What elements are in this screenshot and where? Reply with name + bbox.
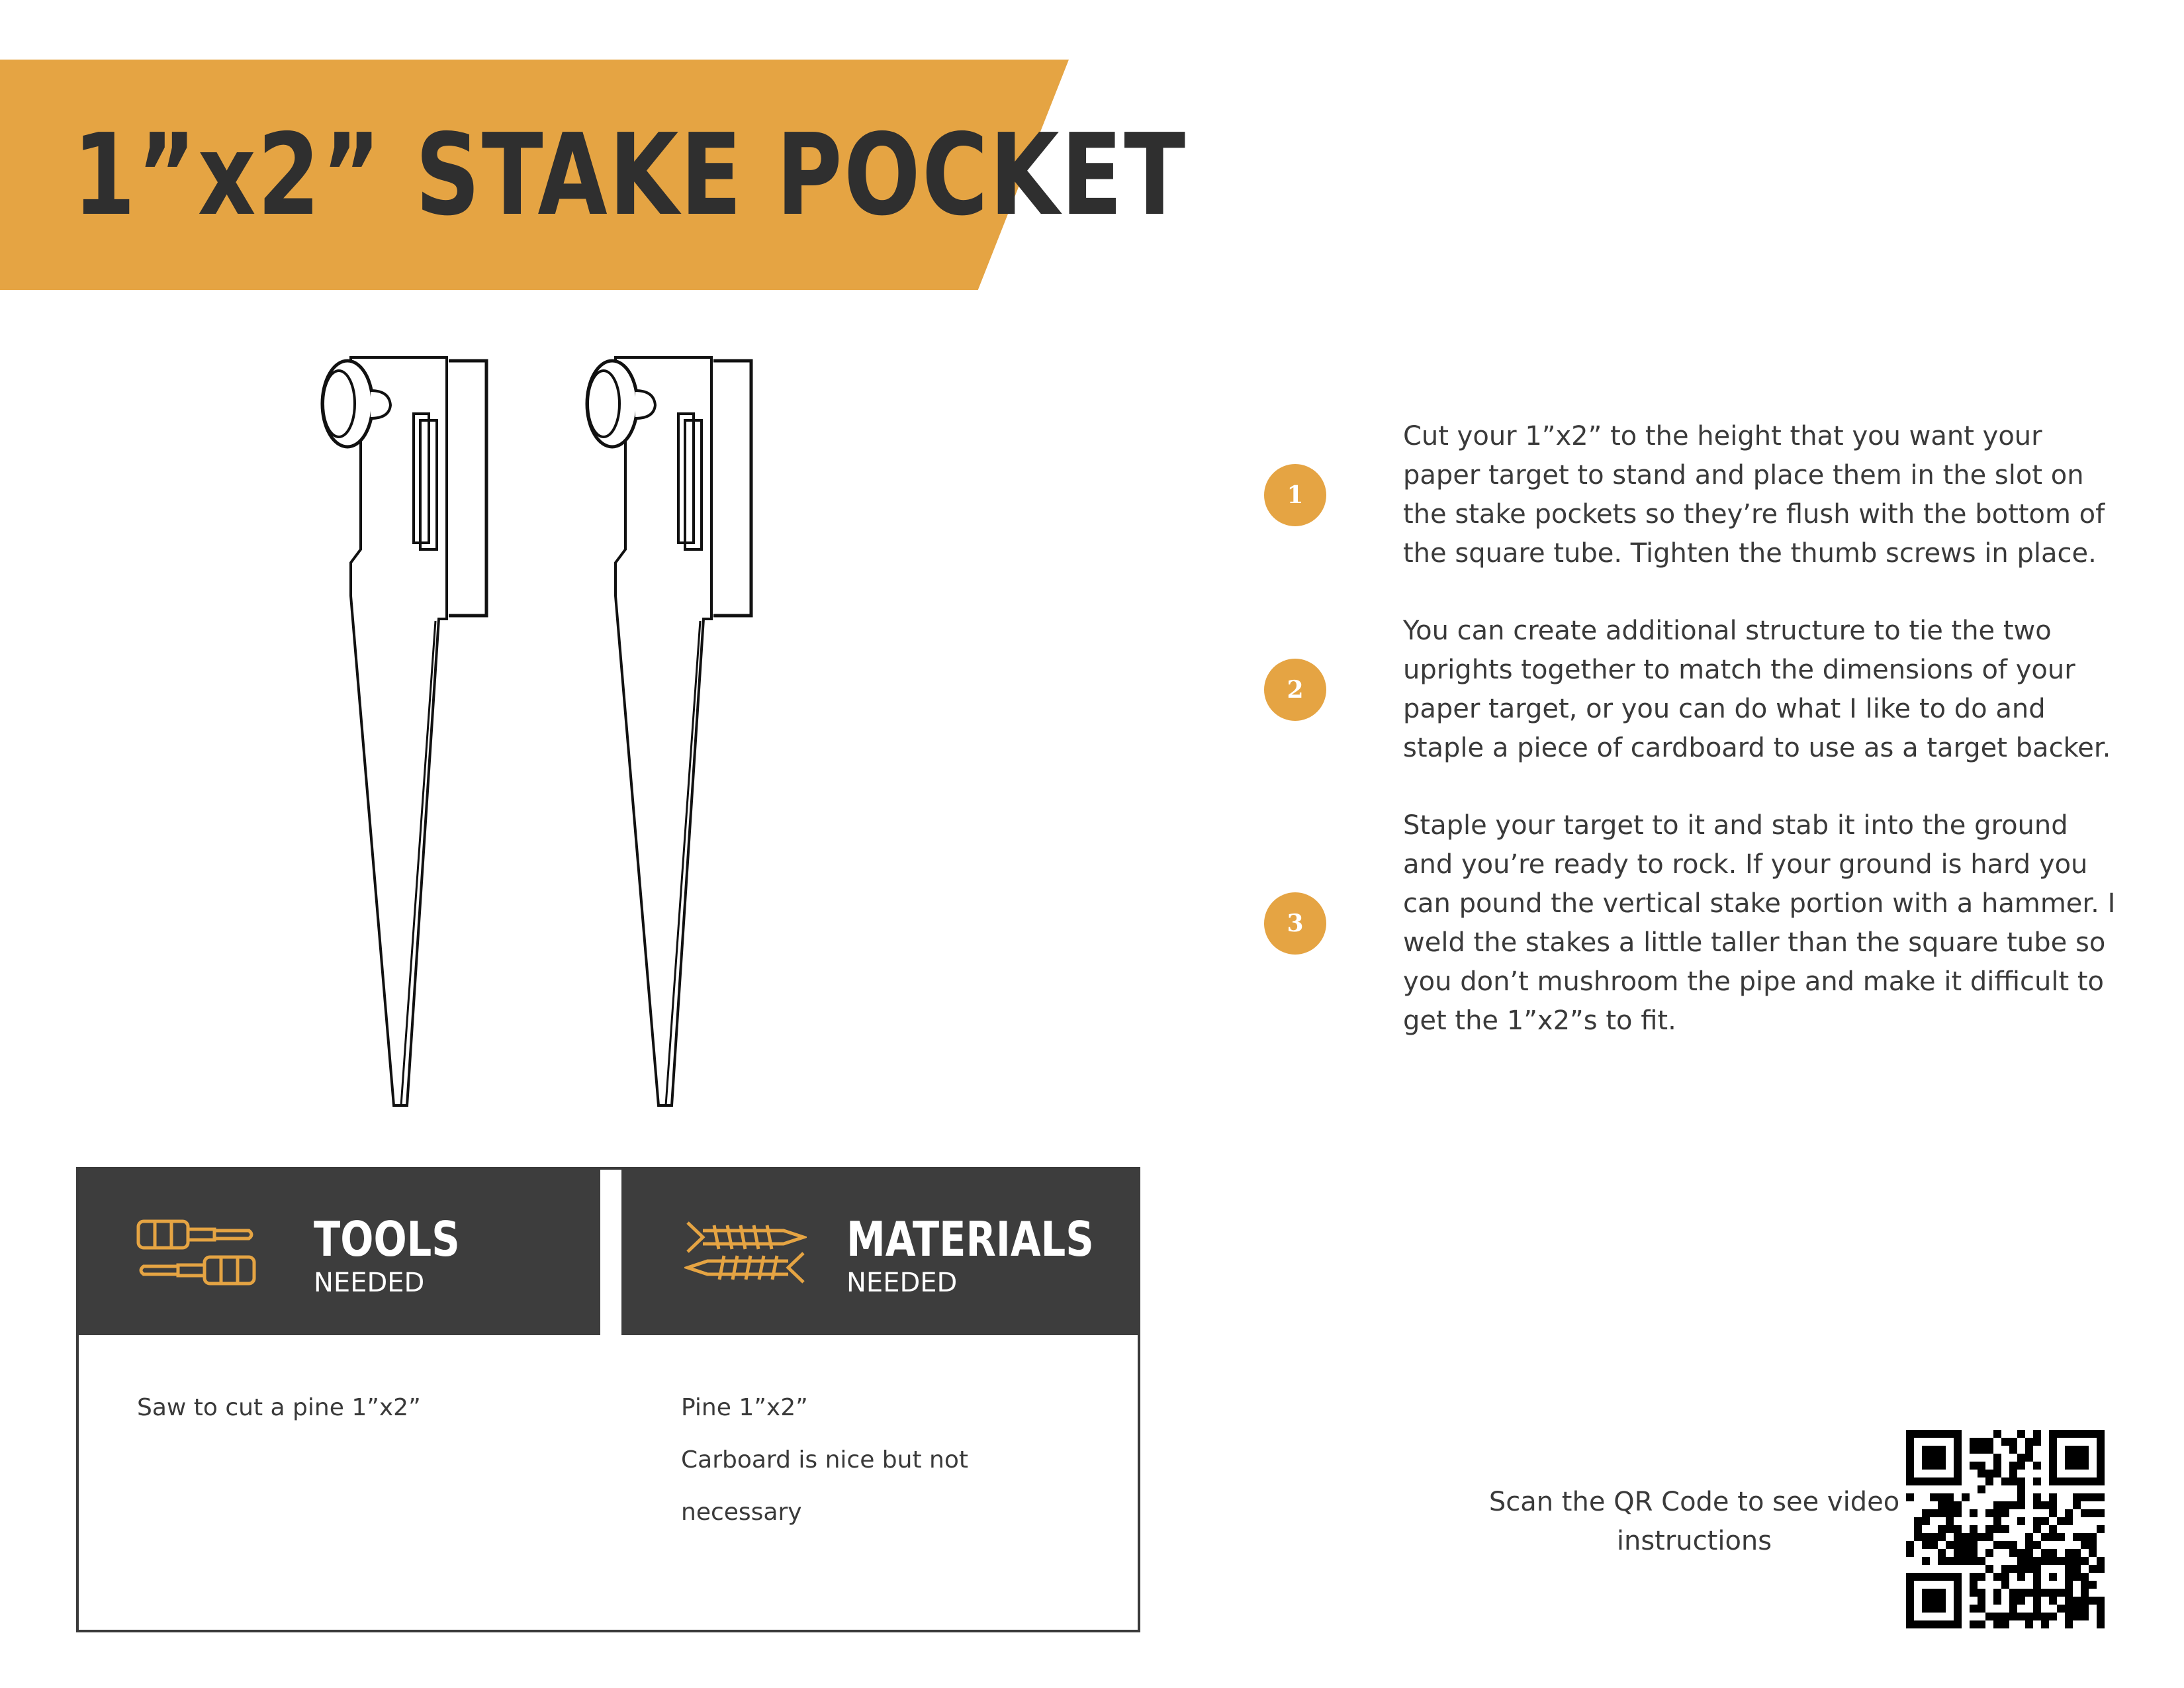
qr-code-icon[interactable]	[1906, 1430, 2105, 1628]
materials-title: MATERIALS	[846, 1211, 1094, 1267]
screwdrivers-icon	[135, 1216, 257, 1289]
stake-right	[587, 357, 751, 1105]
materials-header	[621, 1170, 1140, 1335]
step-2	[1264, 612, 2124, 768]
list-item: Carboard is nice but not	[681, 1446, 968, 1474]
stake-pocket-illustration	[278, 344, 807, 1119]
list-item: Pine 1”x2”	[681, 1394, 808, 1421]
materials-subtitle: NEEDED	[846, 1268, 958, 1298]
list-item: necessary	[681, 1499, 802, 1526]
tools-title: TOOLS	[314, 1211, 460, 1267]
step-text: Staple your target to it and stab it into the ground and you’re ready to rock. If your ground is hard you can pound the vertical stake portion with a hammer. I weld the stakes a little taller than the square tube so you don’t mushroom the pipe and make it difficult to get the 1”x2”s to fit.	[1403, 810, 2116, 1036]
qr-caption: Scan the QR Code to see video instructions	[1488, 1487, 1900, 1556]
tools-list	[137, 1382, 561, 1434]
materials-list	[681, 1382, 1078, 1538]
step-text: You can create additional structure to tie the two uprights together to match the dimensions of your paper target, or you can do what I like to do and staple a piece of cardboard to use as a target backer.	[1403, 616, 2111, 763]
tools-subtitle: NEEDED	[314, 1268, 425, 1298]
stake-left	[322, 357, 486, 1105]
step-3	[1264, 806, 2124, 1041]
tools-header	[79, 1170, 600, 1335]
page-title: 1”x2” STAKE POCKET	[73, 110, 1187, 241]
step-text: Cut your 1”x2” to the height that you want your paper target to stand and place them in the slot on the stake pockets so they’re flush with the bottom of the square tube. Tighten the thumb screws in place.	[1403, 421, 2105, 569]
screws-icon	[684, 1216, 807, 1289]
instruction-steps	[1264, 417, 2124, 1079]
step-number-badge: 1	[1264, 464, 1326, 526]
step-1	[1264, 417, 2124, 573]
list-item: Saw to cut a pine 1”x2”	[137, 1394, 421, 1421]
step-number-badge: 3	[1264, 892, 1326, 955]
tools-materials-panel	[76, 1167, 1140, 1632]
step-number-badge: 2	[1264, 659, 1326, 721]
